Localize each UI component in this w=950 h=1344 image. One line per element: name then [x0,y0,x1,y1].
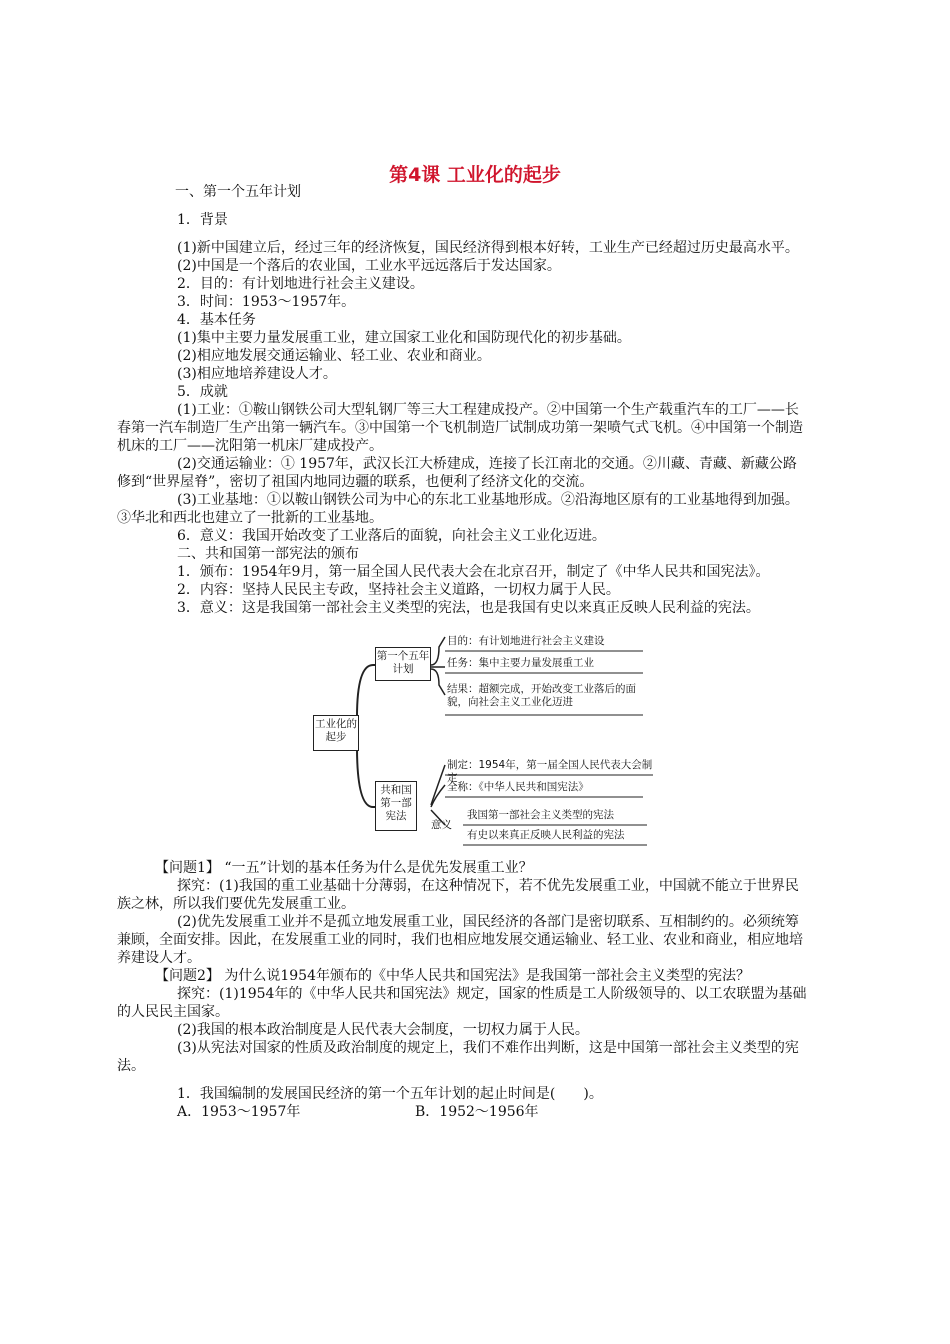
mind-map [313,625,653,853]
paragraph: (3)相应地培养建设人才。 [177,366,337,382]
mind-map-fullname: 全称：《中华人民共和国宪法》 [447,781,589,793]
paragraph: (1)集中主要力量发展重工业，建立国家工业化和国防现代化的初步基础。 [177,330,631,346]
paragraph: (2)优先发展重工业并不是孤立地发展重工业，国民经济的各部门是密切联系、互相制约的。必须统筹兼顾，全面安排。因此，在发展重工业的同时，我们也相应地发展交通运输业、轻工业、农业和商业，相应地培养建设人才。 [117,914,803,966]
paragraph: (2)相应地发展交通运输业、轻工业、农业和商业。 [177,348,491,364]
exercise-options [117,1103,807,1121]
paragraph: 1．颁布：1954年9月，第一届全国人民代表大会在北京召开，制定了《中华人民共和国宪法》。 [177,564,770,580]
mind-map-result: 结果：超额完成，开始改变工业落后的面貌，向社会主义工业化迈进 [447,683,636,708]
mind-map-significance: 意义 [431,819,452,831]
page-title: 第4课 工业化的起步 [389,164,561,186]
question-heading: 【问题2】 为什么说1954年颁布的《中华人民共和国宪法》是我国第一部社会主义类型的宪法？ [155,968,750,984]
section-heading: 二、共和国第一部宪法的颁布 [177,546,359,562]
paragraph: (2)交通运输业：① 1957年，武汉长江大桥建成，连接了长江南北的交通。②川藏、青藏、新藏公路修到“世界屋脊”，密切了祖国内地同边疆的联系，也便利了经济文化的交流。 [117,456,797,490]
mind-map-branch-constitution: 共和国第一部宪法 [375,781,417,831]
mind-map-sig2: 有史以来真正反映人民利益的宪法 [467,829,625,841]
mind-map-task: 任务：集中主要力量发展重工业 [447,657,594,669]
mind-map-made: 制定：1954年，第一届全国人民代表大会制定 [447,759,653,784]
option-a: A．1953～1957年 [177,1104,301,1120]
paragraph: 探究：(1)1954年的《中华人民共和国宪法》规定，国家的性质是工人阶级领导的、以工农联盟为基础的人民民主国家。 [117,986,807,1020]
mind-map-sig1: 我国第一部社会主义类型的宪法 [467,809,614,821]
subheading: 5．成就 [177,384,228,400]
paragraph: (1)新中国建立后，经过三年的经济恢复，国民经济得到根本好转，工业生产已经超过历史最高水平。 [177,240,799,256]
paragraph: 探究：(1)我国的重工业基础十分薄弱，在这种情况下，若不优先发展重工业，中国就不能立于世界民族之林，所以我们要优先发展重工业。 [117,878,799,912]
mind-map-root: 工业化的起步 [313,715,359,751]
exercise-question: 1．我国编制的发展国民经济的第一个五年计划的起止时间是( )。 [177,1086,603,1102]
mind-map-branch-plan: 第一个五年计划 [375,647,431,681]
section-heading: 一、第一个五年计划 [175,184,301,200]
paragraph: (2)中国是一个落后的农业国，工业水平远远落后于发达国家。 [177,258,561,274]
mind-map-goal: 目的：有计划地进行社会主义建设 [447,635,605,647]
paragraph: (3)工业基地：①以鞍山钢铁公司为中心的东北工业基地形成。②沿海地区原有的工业基地得到加强。③华北和西北也建立了一批新的工业基地。 [117,492,799,526]
paragraph: 6．意义：我国开始改变了工业落后的面貌，向社会主义工业化迈进。 [177,528,606,544]
paragraph: (2)我国的根本政治制度是人民代表大会制度，一切权力属于人民。 [177,1022,589,1038]
option-b: B．1952～1956年 [415,1104,539,1120]
document-body [117,183,807,1121]
paragraph: 2．内容：坚持人民民主专政，坚持社会主义道路，一切权力属于人民。 [177,582,620,598]
paragraph: (3)从宪法对国家的性质及政治制度的规定上，我们不难作出判断，这是中国第一部社会主义类型的宪法。 [117,1040,799,1074]
paragraph: 3．时间：1953～1957年。 [177,294,356,310]
paragraph: (1)工业：①鞍山钢铁公司大型轧钢厂等三大工程建成投产。②中国第一个生产载重汽车的工厂——长春第一汽车制造厂生产出第一辆汽车。③中国第一个飞机制造厂试制成功第一架喷气式飞机。④中国第一个制造机床的工厂——沈阳第一机床厂建成投产。 [117,402,803,454]
subheading: 4．基本任务 [177,312,256,328]
paragraph: 3．意义：这是我国第一部社会主义类型的宪法，也是我国有史以来真正反映人民利益的宪法。 [177,600,760,616]
subheading: 1．背景 [177,212,228,228]
paragraph: 2．目的：有计划地进行社会主义建设。 [177,276,424,292]
question-heading: 【问题1】 “一五”计划的基本任务为什么是优先发展重工业？ [155,860,533,876]
